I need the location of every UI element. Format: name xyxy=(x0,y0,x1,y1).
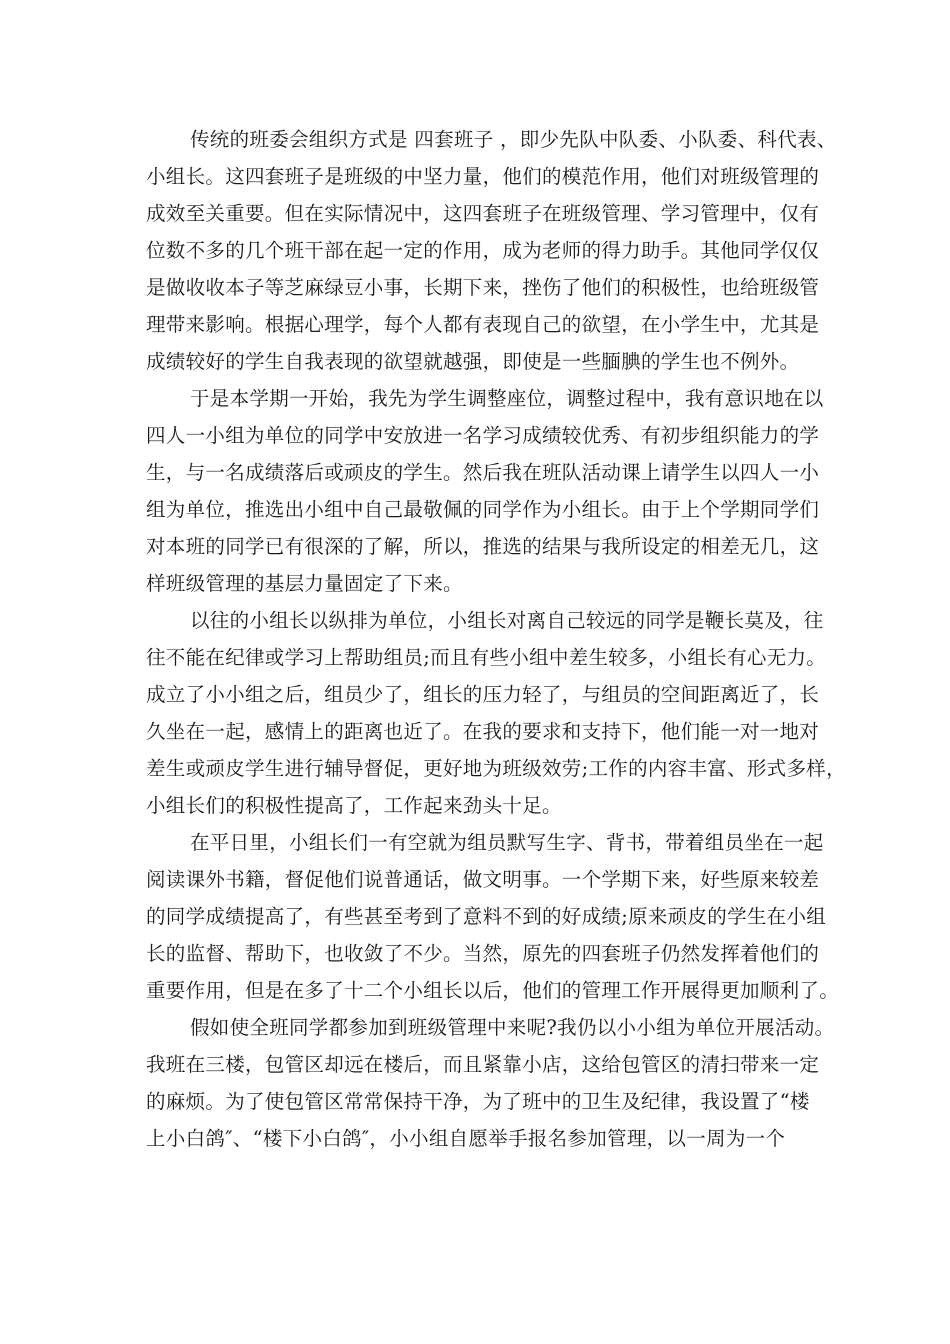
paragraph-2-line-1: 于是本学期一开始，我先为学生调整座位，调整过程中，我有意识地在以 xyxy=(190,387,824,410)
paragraph-1-line-6: 理带来影响。根据心理学，每个人都有表现自己的欲望，在小学生中，尤其是 xyxy=(146,313,820,336)
paragraph-1-line-7: 成绩较好的学生自我表现的欲望就越强，即使是一些腼腆的学生也不例外。 xyxy=(146,350,800,373)
paragraph-5-line-1: 假如使全班同学都参加到班级管理中来呢?我仍以小小组为单位开展活动。 xyxy=(190,1016,835,1039)
paragraph-2-line-2: 四人一小组为单位的同学中安放进一名学习成绩较优秀、有初步组织能力的学 xyxy=(146,424,820,447)
paragraph-2-line-4: 组为单位，推选出小组中自己最敬佩的同学作为小组长。由于上个学期同学们 xyxy=(146,498,820,521)
paragraph-3-line-2: 往不能在纪律或学习上帮助组员;而且有些小组中差生较多，小组长有心无力。 xyxy=(146,646,827,669)
paragraph-3-line-5: 差生或顽皮学生进行辅导督促，更好地为班级效劳;工作的内容丰富、形式多样， xyxy=(146,757,846,780)
paragraph-5-line-2: 我班在三楼，包管区却远在楼后，而且紧靠小店，这给包管区的清扫带来一定 xyxy=(146,1053,820,1076)
paragraph-3-line-3: 成立了小小组之后，组员少了，组长的压力轻了，与组员的空间距离近了，长 xyxy=(146,683,820,706)
paragraph-4-line-2: 阅读课外书籍，督促他们说普通话，做文明事。一个学期下来，好些原来较差 xyxy=(146,868,820,891)
paragraph-2-line-6: 样班级管理的基层力量固定了下来。 xyxy=(146,572,463,595)
paragraph-1-line-1: 传统的班委会组织方式是 四套班子 ，即少先队中队委、小队委、科代表、 xyxy=(190,128,837,151)
paragraph-1-line-4: 位数不多的几个班干部在起一定的作用，成为老师的得力助手。其他同学仅仅 xyxy=(146,239,820,262)
paragraph-1-line-5: 是做收收本子等芝麻绿豆小事，长期下来，挫伤了他们的积极性，也给班级管 xyxy=(146,276,820,299)
paragraph-4-line-1: 在平日里，小组长们一有空就为组员默写生字、背书，带着组员坐在一起 xyxy=(190,831,824,854)
paragraph-3-line-6: 小组长们的积极性提高了，工作起来劲头十足。 xyxy=(146,794,562,817)
paragraph-2-line-5: 对本班的同学已有很深的了解，所以，推选的结果与我所设定的相差无几，这 xyxy=(146,535,820,558)
paragraph-4-line-4: 长的监督、帮助下，也收敛了不少。当然，原先的四套班子仍然发挥着他们的 xyxy=(146,942,820,965)
paragraph-4-line-5: 重要作用，但是在多了十二个小组长以后，他们的管理工作开展得更加顺利了。 xyxy=(146,979,840,1002)
paragraph-4-line-3: 的同学成绩提高了，有些甚至考到了意料不到的好成绩;原来顽皮的学生在小组 xyxy=(146,905,827,928)
paragraph-1-line-3: 成效至关重要。但在实际情况中，这四套班子在班级管理、学习管理中，仅有 xyxy=(146,202,820,225)
paragraph-5-line-4: 上小白鸽″、“楼下小白鸽″，小小组自愿举手报名参加管理，以一周为一个 xyxy=(146,1127,786,1150)
paragraph-3-line-4: 久坐在一起，感情上的距离也近了。在我的要求和支持下，他们能一对一地对 xyxy=(146,720,820,743)
paragraph-5-line-3: 的麻烦。为了使包管区常常保持干净，为了班中的卫生及纪律，我设置了“楼 xyxy=(146,1090,810,1113)
paragraph-2-line-3: 生，与一名成绩落后或顽皮的学生。然后我在班队活动课上请学生以四人一小 xyxy=(146,461,820,484)
paragraph-3-line-1: 以往的小组长以纵排为单位，小组长对离自己较远的同学是鞭长莫及，往 xyxy=(190,609,824,632)
paragraph-1-line-2: 小组长。这四套班子是班级的中坚力量，他们的模范作用，他们对班级管理的 xyxy=(146,165,820,188)
